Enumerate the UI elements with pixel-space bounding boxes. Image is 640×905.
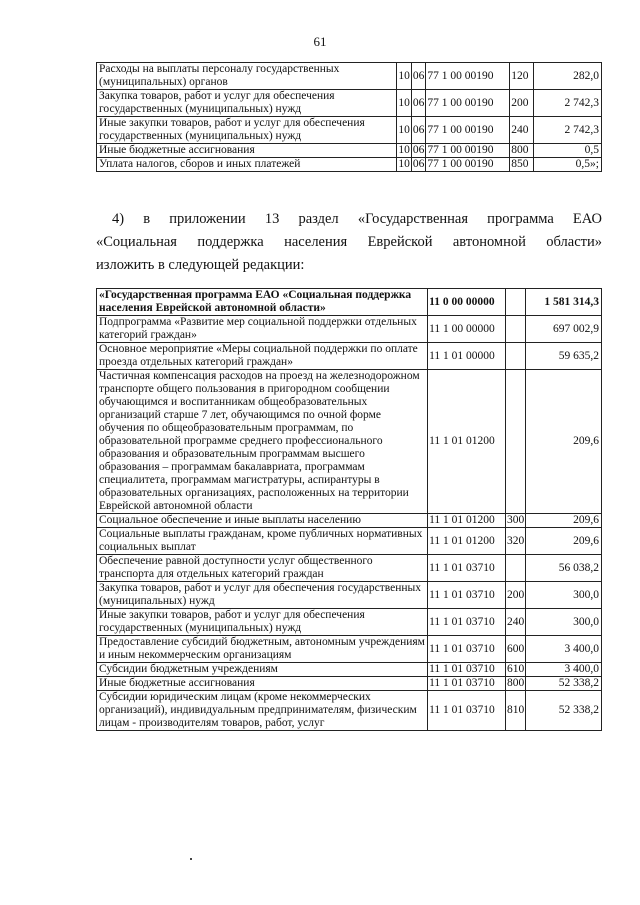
table-row (97, 528, 602, 555)
table-row (97, 555, 602, 582)
table-row (97, 144, 602, 158)
budget-table-continuation (96, 62, 602, 172)
table-row (97, 158, 602, 172)
amount: 2 742,3 (534, 90, 602, 117)
table-row (97, 117, 602, 144)
amount: 3 400,0 (526, 636, 602, 663)
row-name: Субсидии бюджетным учреждениям (97, 663, 428, 677)
target-article-code: 11 1 01 03710 (428, 691, 506, 731)
target-article-code: 11 1 01 03710 (428, 677, 506, 691)
amount: 52 338,2 (526, 691, 602, 731)
expense-type-code: 200 (510, 90, 534, 117)
table-row (97, 63, 602, 90)
paragraph-line: «Социальная поддержка населения Еврейской автономной области» (96, 234, 602, 250)
expense-type-code: 610 (506, 663, 525, 675)
row-name: Иные бюджетные ассигнования (97, 144, 397, 158)
subsection-code: 06 (411, 90, 426, 117)
row-name: Частичная компенсация расходов на проезд на железнодорожном транспорте общего пользования в пригородном сообщении обучающимся и воспитанникам общеобразовательных организаций старше 7 лет, обучающимся по очной форме обучения по общеобразовательным программам, по образовательной программе среднего профессионального образования и образовательным программам высшего образования – программам бакалавриата, программам специалитета, программам магистратуры, аспирантуры в образовательных организациях, расположенных на территории Еврейской автономной области (97, 370, 428, 514)
target-article-code: 11 1 00 00000 (428, 316, 506, 343)
amount: 56 038,2 (526, 555, 602, 582)
expense-type-code (505, 343, 525, 370)
amount: 300,0 (526, 582, 602, 609)
amount: 3 400,0 (526, 663, 602, 677)
target-article-code: 77 1 00 00190 (426, 144, 510, 158)
amount: 2 742,3 (534, 117, 602, 144)
subsection-code: 06 (412, 144, 425, 156)
amount: 300,0 (526, 609, 602, 636)
target-article-code: 77 1 00 00190 (426, 117, 510, 144)
target-article-code: 11 1 01 03710 (428, 555, 506, 582)
table-row (97, 316, 602, 343)
row-name: Субсидии юридическим лицам (кроме некоммерческих организаций), индивидуальным предпринимателям, физическим лицам - производителям товаров, работ, услуг (97, 691, 428, 731)
row-name: Иные закупки товаров, работ и услуг для обеспечения государственных (муниципальных) нужд (97, 117, 397, 144)
target-article-code: 11 1 01 01200 (428, 370, 506, 514)
table-row (97, 677, 602, 691)
section-code: 10 (398, 158, 410, 170)
expense-type-code (505, 555, 525, 582)
target-article-code: 11 0 00 00000 (428, 289, 506, 316)
target-article-code: 11 1 01 03710 (428, 582, 506, 609)
row-name: Социальное обеспечение и иные выплаты населению (97, 514, 428, 528)
row-name: Расходы на выплаты персоналу государственных (муниципальных) органов (97, 63, 397, 90)
expense-type-code: 850 (510, 158, 534, 172)
expense-type-code: 300 (506, 514, 525, 526)
expense-type-code: 120 (510, 63, 534, 90)
row-name: Основное мероприятие «Меры социальной поддержки по оплате проезда отдельных категорий граждан» (97, 343, 428, 370)
amount: 59 635,2 (526, 343, 602, 370)
amount: 697 002,9 (526, 316, 602, 343)
row-name: Закупка товаров, работ и услуг для обеспечения государственных (муниципальных) нужд (97, 582, 428, 609)
expense-type-code: 200 (505, 582, 525, 609)
row-name: Закупка товаров, работ и услуг для обеспечения государственных (муниципальных) нужд (97, 90, 397, 117)
section-code: 10 (397, 63, 412, 90)
table-row (97, 90, 602, 117)
target-article-code: 11 1 01 01200 (428, 528, 506, 555)
expense-type-code: 240 (505, 609, 525, 636)
amount: 0,5»; (534, 158, 602, 172)
target-article-code: 11 1 01 01200 (428, 514, 506, 528)
page-number: 61 (313, 34, 327, 49)
target-article-code: 11 1 01 03710 (428, 636, 506, 663)
expense-type-code: 320 (505, 528, 525, 555)
target-article-code: 11 1 01 03710 (428, 663, 506, 677)
expense-type-code (505, 289, 525, 316)
target-article-code: 77 1 00 00190 (426, 158, 510, 172)
expense-type-code: 800 (506, 677, 525, 689)
table-row (97, 609, 602, 636)
expense-type-code: 240 (510, 117, 534, 144)
amount: 0,5 (534, 144, 602, 158)
section-code: 10 (397, 90, 412, 117)
row-name: Подпрограмма «Развитие мер социальной поддержки отдельных категорий граждан» (97, 316, 428, 343)
expense-type-code (505, 370, 525, 514)
table-row (97, 343, 602, 370)
row-name: Предоставление субсидий бюджетным, автономным учреждениям и иным некоммерческим организациям (97, 636, 428, 663)
table-row (97, 582, 602, 609)
stray-mark (190, 858, 192, 860)
table-row (97, 514, 602, 528)
table-row (97, 691, 602, 731)
row-name: «Государственная программа ЕАО «Социальная поддержка населения Еврейской автономной области» (97, 289, 428, 316)
target-article-code: 11 1 01 00000 (428, 343, 506, 370)
section-code: 10 (397, 117, 412, 144)
table-row (97, 289, 602, 316)
amount: 209,6 (526, 370, 602, 514)
amount: 1 581 314,3 (526, 289, 602, 316)
row-name: Социальные выплаты гражданам, кроме публичных нормативных социальных выплат (97, 528, 428, 555)
row-name: Уплата налогов, сборов и иных платежей (97, 158, 397, 172)
budget-table-program (96, 288, 602, 731)
target-article-code: 77 1 00 00190 (426, 90, 510, 117)
expense-type-code (505, 316, 525, 343)
section-code: 10 (398, 144, 410, 156)
row-name: Обеспечение равной доступности услуг общественного транспорта для отдельных категорий граждан (97, 555, 428, 582)
table-row (97, 663, 602, 677)
amount: 209,6 (526, 528, 602, 555)
subsection-code: 06 (411, 63, 426, 90)
row-name: Иные закупки товаров, работ и услуг для обеспечения государственных (муниципальных) нужд (97, 609, 428, 636)
table-row (97, 370, 602, 514)
amount: 52 338,2 (526, 677, 602, 691)
paragraph-line: изложить в следующей редакции: (96, 257, 305, 273)
expense-type-code: 810 (505, 691, 525, 731)
target-article-code: 11 1 01 03710 (428, 609, 506, 636)
subsection-code: 06 (411, 117, 426, 144)
subsection-code: 06 (412, 158, 425, 170)
amount: 209,6 (526, 514, 602, 528)
target-article-code: 77 1 00 00190 (426, 63, 510, 90)
expense-type-code: 600 (505, 636, 525, 663)
paragraph-line: 4) в приложении 13 раздел «Государственная программа ЕАО (112, 211, 602, 227)
amendment-paragraph (96, 208, 602, 277)
table-row (97, 636, 602, 663)
expense-type-code: 800 (510, 144, 534, 158)
row-name: Иные бюджетные ассигнования (97, 677, 428, 691)
amount: 282,0 (534, 63, 602, 90)
